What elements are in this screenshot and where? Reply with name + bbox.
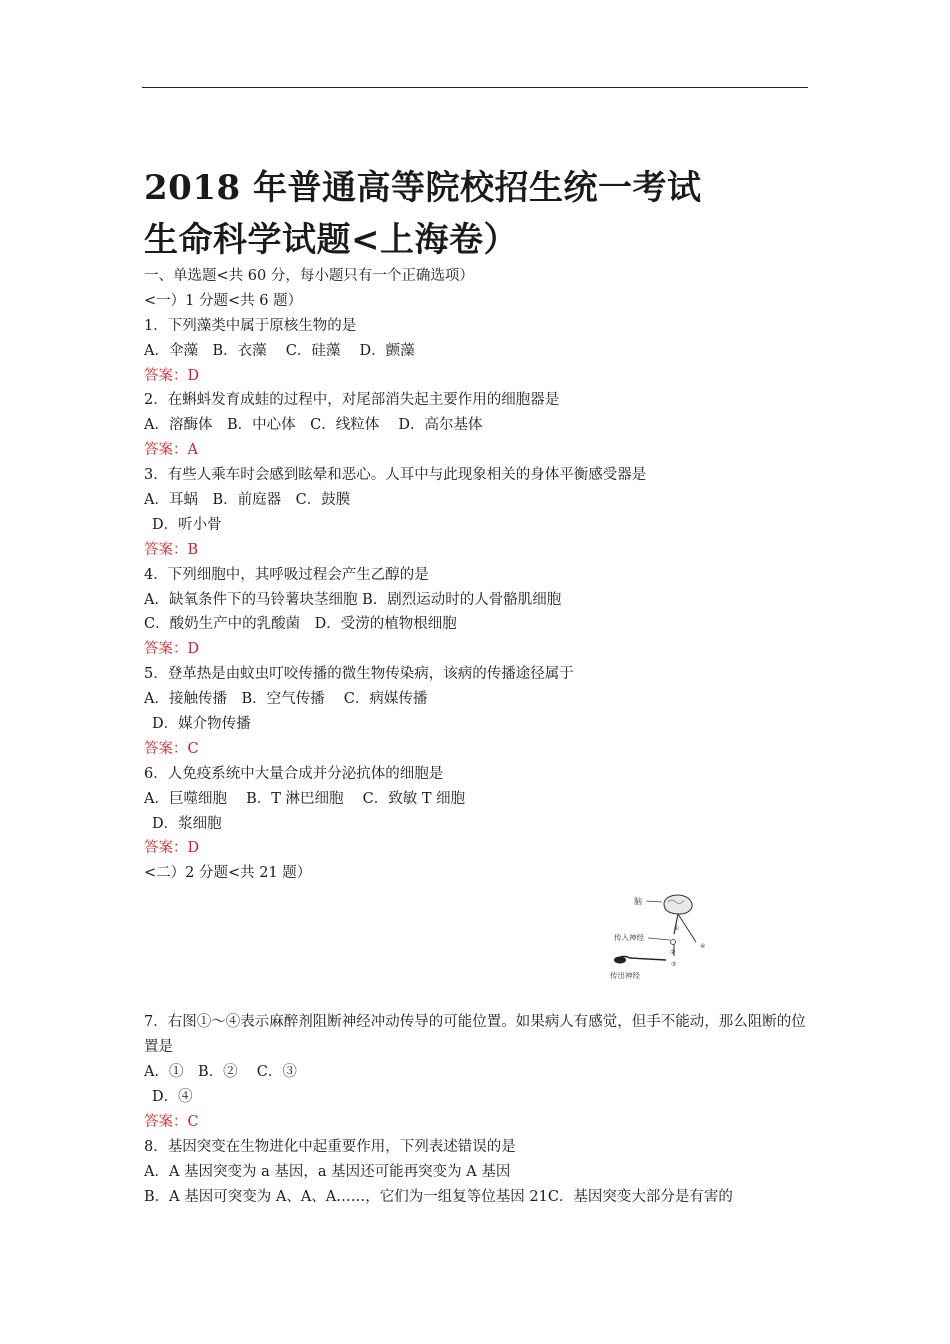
question-stem: 5．登革热是由蚊虫叮咬传播的微生物传染病，该病的传播途径属于 — [144, 666, 574, 683]
question-options: C．酸奶生产中的乳酸菌 D．受涝的植物根细胞 — [144, 616, 457, 633]
part-heading: <一）1 分题<共 6 题） — [144, 292, 303, 309]
question-stem: 6．人免疫系统中大量合成并分泌抗体的细胞是 — [144, 765, 444, 782]
question-options: A．耳蜗 B．前庭器 C．鼓膜 — [144, 492, 351, 509]
question-options: A．接触传播 B．空气传播 C．病媒传播 — [144, 691, 428, 708]
figure-label-brain: 脑 — [634, 897, 642, 906]
section-heading: 一、单选题<共 60 分，每小题只有一个正确选项） — [144, 268, 474, 284]
question-options: A．A 基因突变为 a 基因，a 基因还可能再突变为 A 基因 — [144, 1163, 511, 1180]
question-stem: 8．基因突变在生物进化中起重要作用，下列表述错误的是 — [144, 1138, 516, 1155]
descending-path-line — [678, 914, 696, 942]
answer-text: 答案：D — [144, 641, 200, 658]
question-options: D．媒介物传播 — [152, 716, 251, 733]
question-stem: 7．右图①～④表示麻醉剂阻断神经冲动传导的可能位置。如果病人有感觉，但手不能动，那么阻断的位置是 — [144, 1014, 806, 1056]
question-options: B．A 基因可突变为 A、A、A……，它们为一组复等位基因 21C．基因突变大部分是有害的 — [144, 1188, 733, 1205]
part-heading: <二）2 分题<共 21 题） — [144, 865, 312, 882]
document-title-line1: 2018 年普通高等院校招生统一考试 — [144, 168, 702, 208]
question-options: D．④ — [152, 1089, 193, 1106]
mark-4: ④ — [700, 943, 706, 950]
answer-text: 答案：D — [144, 367, 200, 384]
answer-text: 答案：B — [144, 541, 199, 558]
answer-text: 答案：C — [144, 740, 199, 757]
brain-shape — [664, 895, 692, 914]
question-options: A．伞藻 B．衣藻 C．硅藻 D．颤藻 — [144, 342, 415, 359]
question-options: A．溶酶体 B．中心体 C．线粒体 D．高尔基体 — [144, 417, 483, 434]
question-stem: 4．下列细胞中，其呼吸过程会产生乙醇的是 — [144, 566, 429, 583]
afferent-nerve-line — [648, 938, 670, 940]
answer-text: 答案：C — [144, 1114, 199, 1131]
question-options: D．听小骨 — [152, 516, 222, 533]
brain-pointer-line — [646, 901, 662, 902]
answer-text: 答案：D — [144, 840, 200, 857]
document-title-line2: 生命科学试题<上海卷） — [144, 220, 518, 260]
reflex-arc-figure — [604, 890, 724, 986]
question-stem: 3．有些人乘车时会感到眩晕和恶心。人耳中与此现象相关的身体平衡感受器是 — [144, 467, 647, 484]
mark-1: ① — [674, 925, 680, 932]
figure-label-efferent: 传出神经 — [610, 971, 640, 980]
mark-2: ② — [670, 949, 676, 956]
document-body — [144, 264, 814, 1210]
figure-label-afferent: 传入神经 — [614, 933, 644, 942]
question-options: A．① B．② C．③ — [144, 1064, 297, 1081]
synapse-shape — [671, 940, 676, 945]
question-options: D．浆细胞 — [152, 815, 222, 832]
mark-3: ③ — [671, 961, 677, 968]
question-stem: 2．在蝌蚪发育成蛙的过程中，对尾部消失起主要作用的细胞器是 — [144, 392, 560, 409]
answer-text: 答案：A — [144, 442, 198, 459]
question-stem: 1．下列藻类中属于原核生物的是 — [144, 317, 357, 334]
question-options: A．缺氧条件下的马铃薯块茎细胞 B．剧烈运动时的人骨骼肌细胞 — [144, 591, 562, 608]
hand-shape — [614, 957, 626, 964]
header-rule — [142, 87, 808, 88]
question-options: A．巨噬细胞 B．T 淋巴细胞 C．致敏 T 细胞 — [144, 790, 466, 807]
